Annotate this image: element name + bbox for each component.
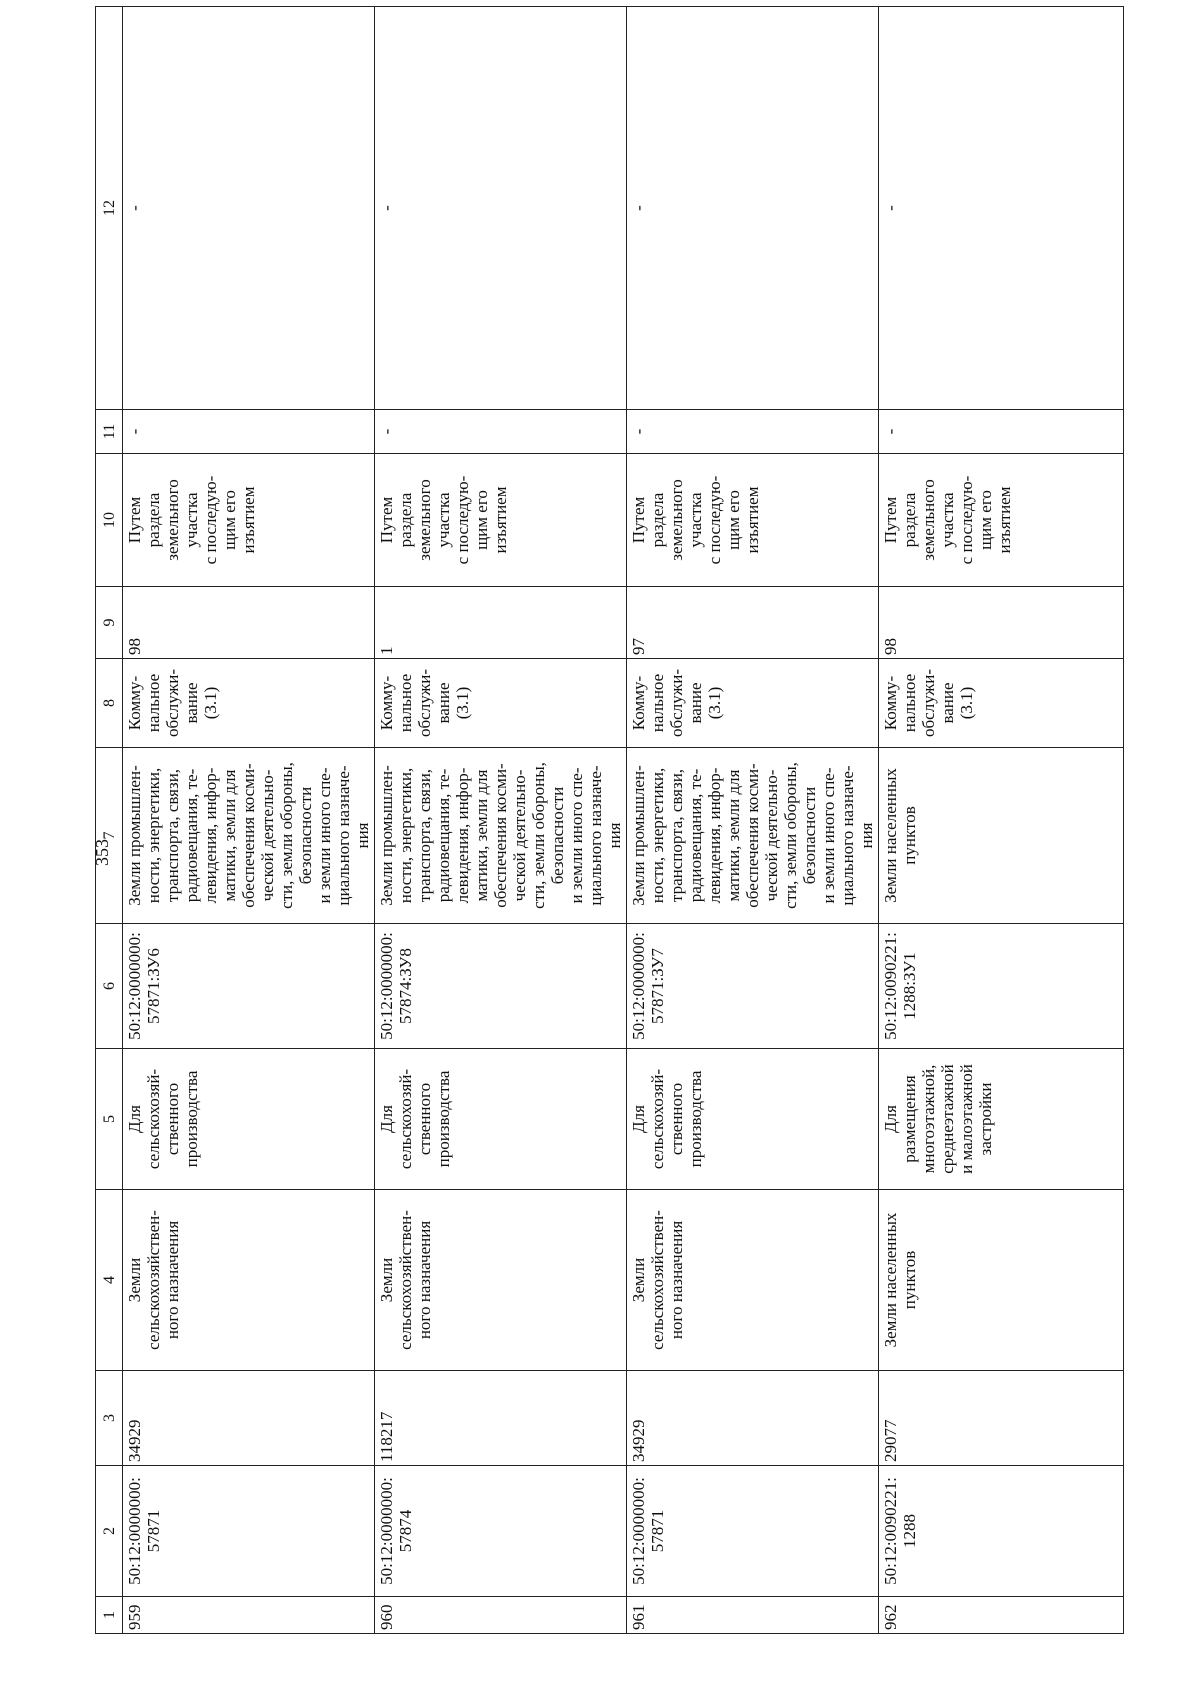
permitted-use: Для сельскохозяй- ственного производства (627, 1049, 879, 1190)
column-number: 5 (96, 1049, 123, 1190)
row-number: 962 (879, 1597, 1124, 1634)
formation-method: Путем раздела земельного участка с последую- щим его изъятием (879, 454, 1124, 587)
new-cadastral-number: 50:12:0090221: 1288:ЗУ1 (879, 924, 1124, 1049)
row-number: 960 (375, 1597, 627, 1634)
cadastral-number: 50:12:0090221: 1288 (879, 1466, 1124, 1597)
column-number-header-row (96, 7, 123, 1634)
new-cadastral-number: 50:12:0000000: 57871:ЗУ7 (627, 924, 879, 1049)
rotated-table-wrapper (95, 7, 1095, 1634)
column-number: 6 (96, 924, 123, 1049)
column-number: 4 (96, 1190, 123, 1371)
new-land-category: Земли промышлен- ности, энергетики, транспорта, связи, радиовещания, те- левидения, инфор- матики, земли для обеспечения косми- ческой деятельно- сти, земли обороны, безопасности и земли иного спе- циального назначе- ния (123, 748, 375, 924)
plot-area: 29077 (879, 1371, 1124, 1466)
new-permitted-use: Комму- нальное обслужи- вание (3.1) (879, 659, 1124, 748)
new-cadastral-number: 50:12:0000000: 57874:ЗУ8 (375, 924, 627, 1049)
column-number: 8 (96, 659, 123, 748)
column-12-value: - (879, 7, 1124, 410)
column-number: 10 (96, 454, 123, 587)
new-plot-area: 98 (879, 587, 1124, 659)
new-cadastral-number: 50:12:0000000: 57871:ЗУ6 (123, 924, 375, 1049)
column-11-value: - (879, 410, 1124, 454)
land-category: Земли сельскохозяйствен- ного назначения (627, 1190, 879, 1371)
column-number: 2 (96, 1466, 123, 1597)
column-11-value: - (375, 410, 627, 454)
plot-area: 118217 (375, 1371, 627, 1466)
table-row (627, 7, 879, 1634)
column-12-value: - (627, 7, 879, 410)
land-category: Земли сельскохозяйствен- ного назначения (123, 1190, 375, 1371)
new-plot-area: 1 (375, 587, 627, 659)
column-12-value: - (123, 7, 375, 410)
plot-area: 34929 (627, 1371, 879, 1466)
formation-method: Путем раздела земельного участка с последую- щим его изъятием (375, 454, 627, 587)
cadastral-number: 50:12:0000000: 57871 (123, 1466, 375, 1597)
cadastral-number: 50:12:0000000: 57871 (627, 1466, 879, 1597)
new-permitted-use: Комму- нальное обслужи- вание (3.1) (375, 659, 627, 748)
new-plot-area: 98 (123, 587, 375, 659)
table-row (375, 7, 627, 1634)
column-11-value: - (627, 410, 879, 454)
cadastral-number: 50:12:0000000: 57874 (375, 1466, 627, 1597)
row-number: 959 (123, 1597, 375, 1634)
permitted-use: Для размещения многоэтажной, среднеэтажной и малоэтажной застройки (879, 1049, 1124, 1190)
column-number: 12 (96, 7, 123, 410)
page-number: 353 (92, 839, 112, 866)
column-11-value: - (123, 410, 375, 454)
new-permitted-use: Комму- нальное обслужи- вание (3.1) (123, 659, 375, 748)
column-number: 1 (96, 1597, 123, 1634)
permitted-use: Для сельскохозяй- ственного производства (375, 1049, 627, 1190)
table-row (123, 7, 375, 1634)
row-number: 961 (627, 1597, 879, 1634)
land-plot-table (95, 6, 1124, 1634)
new-land-category: Земли промышлен- ности, энергетики, транспорта, связи, радиовещания, те- левидения, инфор- матики, земли для обеспечения косми- ческой деятельно- сти, земли обороны, безопасности и земли иного спе- циального назначе- ния (627, 748, 879, 924)
column-number: 7 (96, 748, 123, 924)
table-row (879, 7, 1124, 1634)
permitted-use: Для сельскохозяй- ственного производства (123, 1049, 375, 1190)
land-category: Земли сельскохозяйствен- ного назначения (375, 1190, 627, 1371)
column-12-value: - (375, 7, 627, 410)
new-land-category: Земли населенных пунктов (879, 748, 1124, 924)
new-land-category: Земли промышлен- ности, энергетики, транспорта, связи, радиовещания, те- левидения, инфор- матики, земли для обеспечения косми- ческой деятельно- сти, земли обороны, безопасности и земли иного спе- циального назначе- ния (375, 748, 627, 924)
formation-method: Путем раздела земельного участка с последую- щим его изъятием (627, 454, 879, 587)
column-number: 9 (96, 587, 123, 659)
column-number: 11 (96, 410, 123, 454)
new-plot-area: 97 (627, 587, 879, 659)
formation-method: Путем раздела земельного участка с последую- щим его изъятием (123, 454, 375, 587)
column-number: 3 (96, 1371, 123, 1466)
new-permitted-use: Комму- нальное обслужи- вание (3.1) (627, 659, 879, 748)
land-category: Земли населенных пунктов (879, 1190, 1124, 1371)
plot-area: 34929 (123, 1371, 375, 1466)
